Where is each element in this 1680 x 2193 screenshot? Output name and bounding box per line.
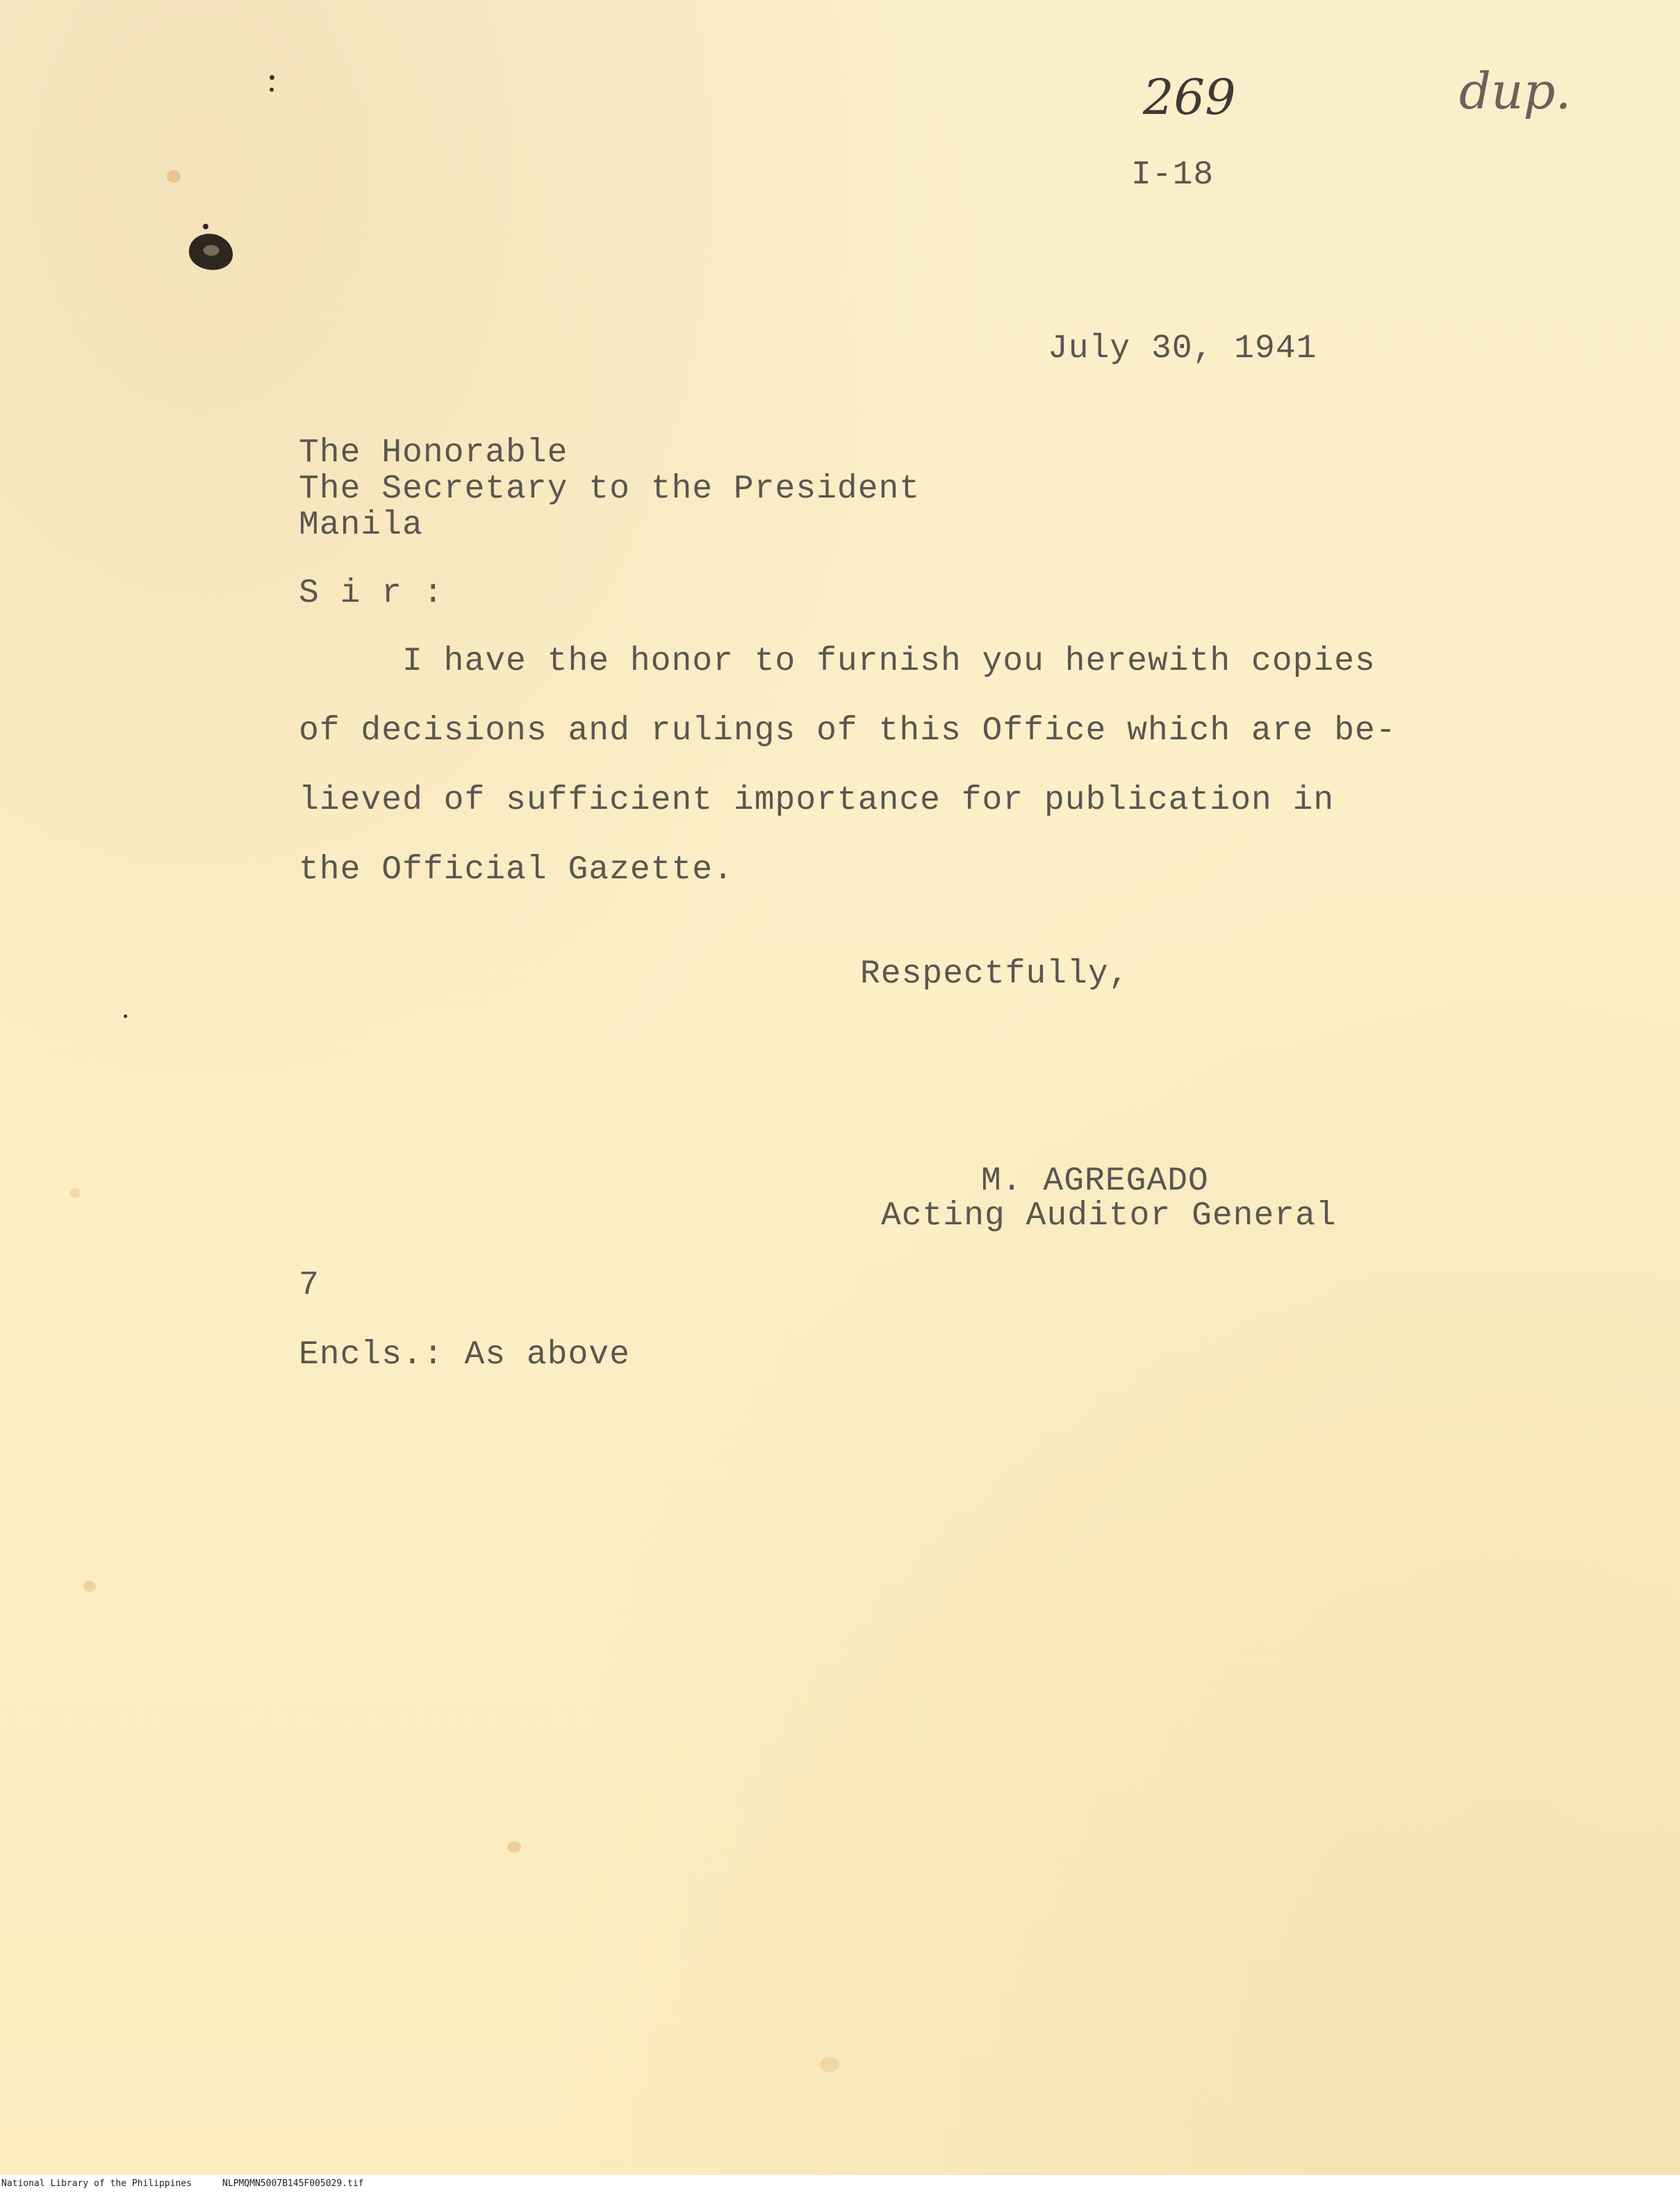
ink-dot <box>270 75 274 80</box>
signatory-name: M. AGREGADO <box>981 1163 1209 1200</box>
body-line-1: I have the honor to furnish you herewith copies <box>299 643 1376 680</box>
body-line-3: lieved of sufficient importance for publication in <box>299 782 1335 819</box>
paper-stain <box>820 2057 839 2072</box>
salutation: S i r : <box>299 575 444 612</box>
initial-mark: 7 <box>299 1267 320 1304</box>
footer-file-id: NLPMQMN5007B145F005029.tif <box>222 2178 364 2189</box>
punch-hole-mark <box>182 222 245 278</box>
paper-stain <box>83 1581 96 1592</box>
body-line-4: the Official Gazette. <box>299 851 734 889</box>
recipient-line-2: The Secretary to the President <box>299 470 921 508</box>
handwritten-dup-note: dup. <box>1459 62 1572 120</box>
ink-dot <box>124 1015 127 1018</box>
file-code: I-18 <box>1131 156 1214 194</box>
enclosures-note: Encls.: As above <box>299 1336 630 1374</box>
paper-stain <box>69 1188 81 1198</box>
handwritten-page-number: 269 <box>1143 69 1236 126</box>
ink-dot <box>270 88 274 92</box>
body-line-2: of decisions and rulings of this Office which are be- <box>299 712 1397 750</box>
paper-stain <box>507 1841 521 1853</box>
signatory-title: Acting Auditor General <box>881 1197 1337 1235</box>
closing: Respectfully, <box>860 955 1130 993</box>
letter-date: July 30, 1941 <box>1048 330 1317 368</box>
paper-stain <box>167 170 181 183</box>
recipient-line-3: Manila <box>299 507 423 544</box>
recipient-line-1: The Honorable <box>299 434 568 472</box>
footer-archive-label: National Library of the Philippines <box>1 2178 192 2189</box>
